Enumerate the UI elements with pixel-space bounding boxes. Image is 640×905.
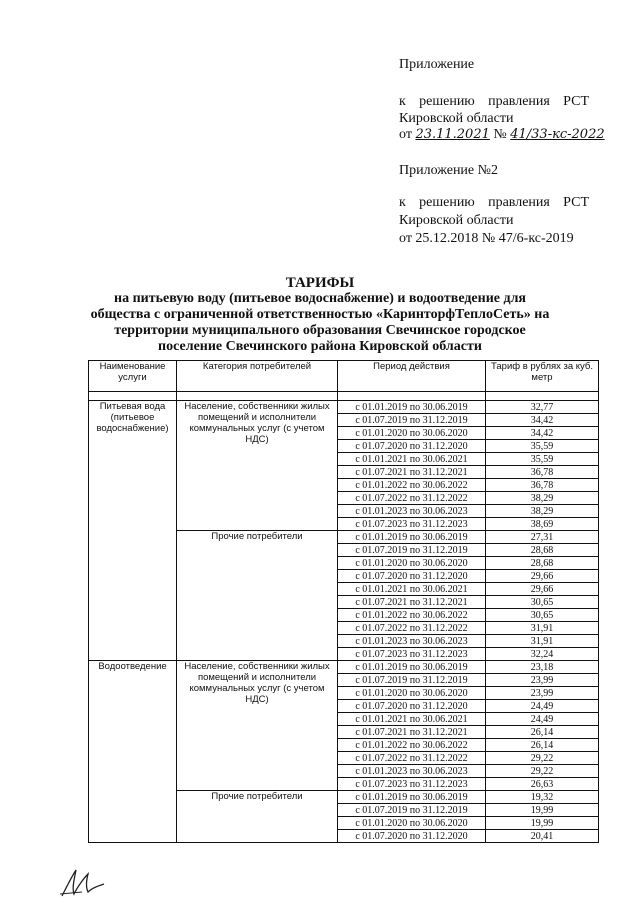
tariff-value-cell: 29,66 [486, 570, 599, 583]
table-row [89, 401, 599, 414]
period-cell: с 01.07.2022 по 31.12.2022 [338, 622, 486, 635]
tariff-value-cell: 29,22 [486, 752, 599, 765]
document-title [0, 275, 640, 355]
period-cell: с 01.01.2019 по 30.06.2019 [338, 531, 486, 544]
tariff-value-cell: 31,91 [486, 622, 599, 635]
category-cell: Население, собственники жилых помещений и исполнители коммунальных услуг (с учетом НДС) [177, 661, 338, 791]
handwritten-date: 23.11.2021 [415, 127, 490, 142]
tariff-value-cell: 29,66 [486, 583, 599, 596]
spacer-cell [486, 392, 599, 401]
handwritten-signature-icon [58, 866, 108, 900]
period-cell: с 01.01.2023 по 30.06.2023 [338, 635, 486, 648]
decision2-date: от 25.12.2018 № 47/6-кс-2019 [399, 231, 574, 246]
tariff-value-cell: 34,42 [486, 427, 599, 440]
tariff-value-cell: 29,22 [486, 765, 599, 778]
tariff-value-cell: 23,18 [486, 661, 599, 674]
tariff-value-cell: 35,59 [486, 453, 599, 466]
period-cell: с 01.07.2022 по 31.12.2022 [338, 752, 486, 765]
period-cell: с 01.01.2019 по 30.06.2019 [338, 401, 486, 414]
period-cell: с 01.07.2023 по 31.12.2023 [338, 648, 486, 661]
tariff-value-cell: 26,14 [486, 726, 599, 739]
appendix2-label: Приложение №2 [399, 163, 498, 178]
tariff-value-cell: 30,65 [486, 596, 599, 609]
period-cell: с 01.07.2021 по 31.12.2021 [338, 596, 486, 609]
region2-label: Кировской области [399, 213, 514, 228]
period-cell: с 01.07.2019 по 31.12.2019 [338, 414, 486, 427]
spacer-cell [338, 392, 486, 401]
period-cell: с 01.07.2023 по 31.12.2023 [338, 518, 486, 531]
tariff-value-cell: 32,24 [486, 648, 599, 661]
tariff-value-cell: 19,99 [486, 804, 599, 817]
table-row [89, 661, 599, 674]
header-period: Период действия [338, 361, 486, 392]
decision-ref: к решению правления РСТ [399, 94, 589, 109]
period-cell: с 01.07.2019 по 31.12.2019 [338, 804, 486, 817]
tariff-value-cell: 36,78 [486, 479, 599, 492]
tariff-value-cell: 34,42 [486, 414, 599, 427]
tariff-value-cell: 28,68 [486, 544, 599, 557]
decision2-ref: к решению правления РСТ [399, 195, 589, 210]
tariff-value-cell: 30,65 [486, 609, 599, 622]
tariff-value-cell: 32,77 [486, 401, 599, 414]
appendix-label: Приложение [399, 57, 475, 72]
service-name-cell: Водоотведение [89, 661, 177, 843]
tariff-value-cell: 28,68 [486, 557, 599, 570]
period-cell: с 01.07.2020 по 31.12.2020 [338, 700, 486, 713]
period-cell: с 01.07.2019 по 31.12.2019 [338, 674, 486, 687]
period-cell: с 01.01.2021 по 30.06.2021 [338, 713, 486, 726]
period-cell: с 01.07.2020 по 31.12.2020 [338, 440, 486, 453]
tariff-value-cell: 38,29 [486, 492, 599, 505]
spacer-cell [177, 392, 338, 401]
title-line-1: на питьевую воду (питьевое водоснабжение) и водоотведение для [114, 291, 526, 306]
category-cell: Прочие потребители [177, 531, 338, 661]
tariff-value-cell: 24,49 [486, 713, 599, 726]
header-service: Наименование услуги [89, 361, 177, 392]
tariff-value-cell: 19,99 [486, 817, 599, 830]
period-cell: с 01.01.2020 по 30.06.2020 [338, 427, 486, 440]
from-prefix: от [399, 127, 412, 142]
tariff-value-cell: 38,69 [486, 518, 599, 531]
period-cell: с 01.01.2023 по 30.06.2023 [338, 505, 486, 518]
category-cell: Население, собственники жилых помещений и исполнители коммунальных услуг (с учетом НДС) [177, 401, 338, 531]
period-cell: с 01.01.2019 по 30.06.2019 [338, 791, 486, 804]
period-cell: с 01.07.2020 по 31.12.2020 [338, 830, 486, 843]
tariff-value-cell: 23,99 [486, 674, 599, 687]
period-cell: с 01.01.2022 по 30.06.2022 [338, 739, 486, 752]
tariff-value-cell: 24,49 [486, 700, 599, 713]
title-line-4: поселение Свечинского района Кировской области [158, 339, 482, 354]
tariff-value-cell: 19,32 [486, 791, 599, 804]
period-cell: с 01.01.2021 по 30.06.2021 [338, 583, 486, 596]
tariff-value-cell: 35,59 [486, 440, 599, 453]
period-cell: с 01.01.2019 по 30.06.2019 [338, 661, 486, 674]
period-cell: с 01.07.2020 по 31.12.2020 [338, 570, 486, 583]
period-cell: с 01.01.2022 по 30.06.2022 [338, 609, 486, 622]
table-header-row [89, 361, 599, 392]
spacer-cell [89, 392, 177, 401]
tariff-value-cell: 31,91 [486, 635, 599, 648]
period-cell: с 01.01.2020 по 30.06.2020 [338, 817, 486, 830]
period-cell: с 01.07.2021 по 31.12.2021 [338, 466, 486, 479]
service-name-cell: Питьевая вода (питьевое водоснабжение) [89, 401, 177, 661]
decision-date-line [399, 126, 605, 143]
period-cell: с 01.01.2021 по 30.06.2021 [338, 453, 486, 466]
number-sign: № [493, 127, 507, 142]
tariff-value-cell: 26,14 [486, 739, 599, 752]
tariff-value-cell: 20,41 [486, 830, 599, 843]
table-spacer-row [89, 392, 599, 401]
tariff-value-cell: 36,78 [486, 466, 599, 479]
period-cell: с 01.01.2022 по 30.06.2022 [338, 479, 486, 492]
category-cell: Прочие потребители [177, 791, 338, 843]
region-label: Кировской области [399, 111, 514, 126]
tariff-value-cell: 27,31 [486, 531, 599, 544]
header-tariff: Тариф в рублях за куб. метр [486, 361, 599, 392]
period-cell: с 01.01.2023 по 30.06.2023 [338, 765, 486, 778]
period-cell: с 01.07.2023 по 31.12.2023 [338, 778, 486, 791]
title-line-2: общества с ограниченной ответственностью «КаринторфТеплоСеть» на [90, 307, 550, 322]
tariff-value-cell: 38,29 [486, 505, 599, 518]
handwritten-number: 41/33-кс-2022 [510, 127, 605, 142]
title-line-3: территории муниципального образования Свечинское городское [114, 323, 526, 338]
period-cell: с 01.01.2020 по 30.06.2020 [338, 687, 486, 700]
tariff-value-cell: 26,63 [486, 778, 599, 791]
tariff-value-cell: 23,99 [486, 687, 599, 700]
tariff-table [88, 360, 599, 843]
period-cell: с 01.07.2022 по 31.12.2022 [338, 492, 486, 505]
title-main: ТАРИФЫ [285, 275, 355, 291]
period-cell: с 01.07.2021 по 31.12.2021 [338, 726, 486, 739]
period-cell: с 01.07.2019 по 31.12.2019 [338, 544, 486, 557]
period-cell: с 01.01.2020 по 30.06.2020 [338, 557, 486, 570]
header-category: Категория потребителей [177, 361, 338, 392]
